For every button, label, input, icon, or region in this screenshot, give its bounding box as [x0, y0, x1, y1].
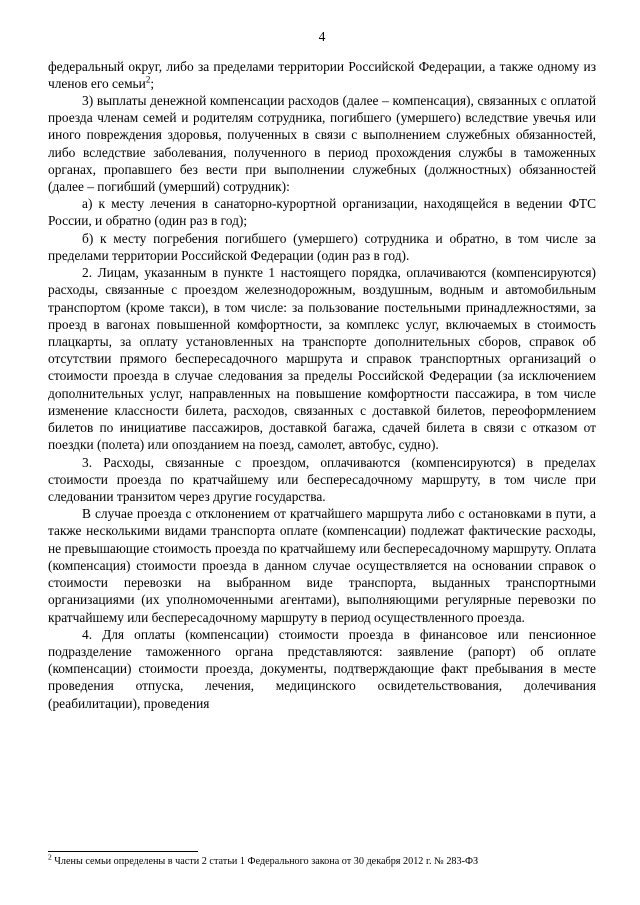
footnote — [48, 852, 596, 869]
paragraph-tail: ; — [150, 75, 155, 91]
footnote-marker: 2 — [48, 852, 52, 862]
paragraph-item-a: а) к месту лечения в санаторно-курортной организации, находящейся в ведении ФТС России, и обратно (один раз в год); — [48, 196, 596, 229]
paragraph-clause-4: 4. Для оплаты (компенсации) стоимости проезда в финансовое или пенсионное подразделение таможенного органа представляются: заявление (рапорт) об оплате (компенсации) стоимости проезда, документы, подтверждающие факт пребывания в месте проведения отпуска, лечения, медицинского освидетельствования, долечивания (реабилитации), проведения — [48, 626, 596, 711]
paragraph-clause-3-continued: В случае проезда с отклонением от кратчайшего маршрута либо с остановками в пути, а также несколькими видами транспорта оплате (компенсации) подлежат фактические расходы, не превышающие стоимость проезда по кратчайшему или беспересадочному маршруту. Оплата (компенсация) стоимости проезда в данном случае осуществляется на основании справок о стоимости перевозки на выбранном виде транспорта, выданных транспортными организациями (их уполномоченными агентами), выполняющими регулярные перевозки по кратчайшему или беспересадочному маршруту в период осуществленного проезда. — [48, 506, 597, 625]
footnote-separator-rule — [48, 851, 198, 852]
page-number: 4 — [318, 29, 326, 44]
paragraph-item-3: 3) выплаты денежной компенсации расходов (далее – компенсация), связанных с оплатой проезда членам семей и родителям сотрудника, погибшего (умершего) вследствие увечья или иного повреждения здоровья, полученных в связи с выполнением служебных обязанностей, либо вследствие заболевания, полученного в период прохождения службы в таможенных органах, пропавшего без вести при выполнении служебных (должностных) обязанностей (далее – погибший (умерший) сотрудник): — [48, 92, 596, 195]
footnote-area — [48, 851, 596, 869]
footnote-text: Члены семьи определены в части 2 статьи 1 Федерального закона от 30 декабря 2012 г. № 283-ФЗ — [51, 856, 479, 868]
paragraph-clause-3: 3. Расходы, связанные с проездом, оплачиваются (компенсируются) в пределах стоимости проезда по кратчайшему или беспересадочному маршруту, в том числе при следовании транзитом через другие государства. — [48, 454, 596, 504]
paragraph-clause-2: 2. Лицам, указанным в пункте 1 настоящего порядка, оплачиваются (компенсируются) расходы, связанные с проездом железнодорожным, воздушным, водным и автомобильным транспортом (кроме такси), в том числе: за пользование постельными принадлежностями, за проезд в вагонах повышенной комфортности, за комплекс услуг, включаемых в стоимость плацкарты, за оплату установленных на транспорте дополнительных сборов, справок об отсутствии прямого беспересадочного маршрута и справок транспортных организаций о стоимости проезда в случае следования за пределы Российской Федерации (за исключением дополнительных услуг, направленных на повышение комфортности пассажира, в том числе изменение классности билета, расходов, связанных с доставкой билетов, переоформлением билетов по инициативе пассажиров, доставкой багажа, сдачей билета в связи с отказом от поездки (полета) или опозданием на поезд, самолет, автобус, судно). — [48, 265, 596, 453]
paragraph-item-b: б) к месту погребения погибшего (умершего) сотрудника и обратно, в том числе за пределами территории Российской Федерации (один раз в год). — [48, 230, 596, 263]
footnote-reference-marker: 2 — [145, 74, 151, 85]
paragraph-continuation — [48, 58, 596, 92]
paragraph-text: федеральный округ, либо за пределами территории Российской Федерации, а также одному из членов его семьи — [48, 58, 596, 91]
document-body — [48, 58, 596, 712]
